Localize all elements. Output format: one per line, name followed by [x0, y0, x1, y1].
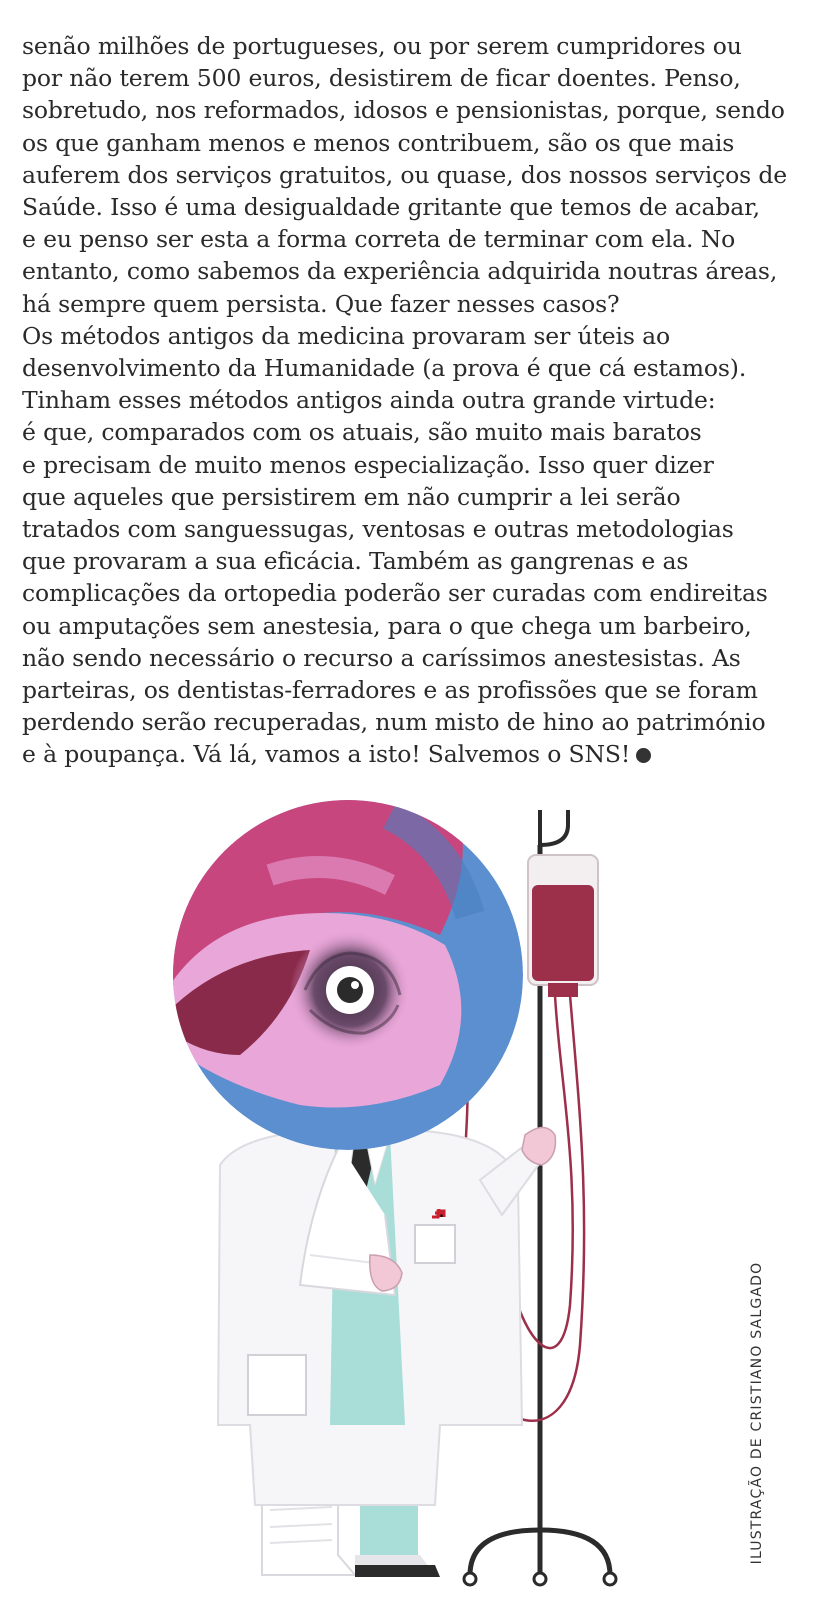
article-line: Saúde. Isso é uma desigualdade gritante que temos de acabar,: [22, 193, 760, 222]
article-line: complicações da ortopedia poderão ser curadas com endireitas: [22, 579, 768, 608]
article-line: é que, comparados com os atuais, são muito mais baratos: [22, 418, 702, 447]
article-line: não sendo necessário o recurso a caríssimos anestesistas. As: [22, 643, 741, 672]
article-line: parteiras, os dentistas-ferradores e as profissões que se foram: [22, 676, 758, 705]
article-line: os que ganham menos e menos contribuem, são os que mais: [22, 128, 735, 157]
iv-blood-bag: [528, 855, 598, 997]
doctor-iv-illustration: [150, 785, 670, 1600]
doctor-coat: [218, 1128, 555, 1506]
article-line: senão milhões de portugueses, ou por serem cumpridores ou: [22, 32, 742, 60]
article-line: tratados com sanguessugas, ventosas e outras metodologias: [22, 515, 734, 544]
article-line: que provaram a sua eficácia. Também as gangrenas e as: [22, 547, 689, 576]
article-line: e precisam de muito menos especialização. Isso quer dizer: [22, 450, 714, 479]
article-line: auferem dos serviços gratuitos, ou quase, dos nossos serviços de: [22, 160, 788, 189]
illustration-credit: [746, 1245, 768, 1580]
article-line: desenvolvimento da Humanidade (a prova é que cá estamos).: [22, 354, 747, 383]
article-line: por não terem 500 euros, desistirem de ficar doentes. Penso,: [22, 64, 741, 93]
article-line: Tinham esses métodos antigos ainda outra grande virtude:: [22, 386, 716, 415]
article-line: perdendo serão recuperadas, num misto de hino ao património: [22, 708, 766, 737]
doctor-head: [160, 785, 523, 1150]
end-of-article-dot-icon: [636, 748, 651, 763]
article-line: há sempre quem persista. Que fazer nesses casos?: [22, 289, 620, 318]
article-line-text: e à poupança. Vá lá, vamos a isto! Salvemos o SNS!: [22, 740, 631, 769]
article-line: sobretudo, nos reformados, idosos e pensionistas, porque, sendo: [22, 96, 785, 125]
article-line: entanto, como sabemos da experiência adquirida noutras áreas,: [22, 257, 778, 286]
article-body: [22, 30, 822, 771]
article-line: e eu penso ser esta a forma correta de terminar com ela. No: [22, 225, 736, 254]
illustration-credit-text: ILUSTRAÇÃO DE CRISTIANO SALGADO: [749, 1261, 765, 1564]
article-line: Os métodos antigos da medicina provaram ser úteis ao: [22, 321, 670, 350]
article-line: ou amputações sem anestesia, para o que chega um barbeiro,: [22, 611, 752, 640]
article-line: que aqueles que persistirem em não cumprir a lei serão: [22, 482, 681, 511]
article-line-last: [22, 738, 822, 770]
